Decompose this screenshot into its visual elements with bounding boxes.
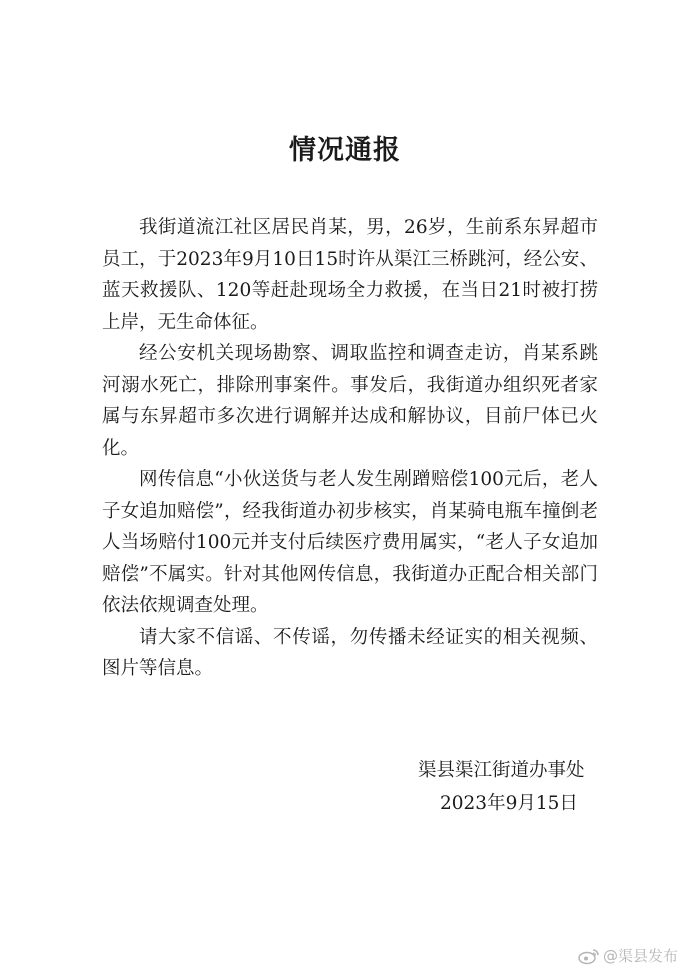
notice-body — [102, 212, 598, 685]
paragraph-3: 网传信息“小伙送货与老人发生剐蹭赔偿100元后，老人子女追加赔偿”，经我街道办初步核实，肖某骑电瓶车撞倒老人当场赔付100元并支付后续医疗费用属实，“老人子女追加赔偿”不属实。针对其他网传信息，我街道办正配合相关部门依法依规调查处理。 — [102, 469, 598, 616]
paragraph-2: 经公安机关现场勘察、调取监控和调查走访，肖某系跳河溺水死亡，排除刑事案件。事发后，我街道办组织死者家属与东昇超市多次进行调解并达成和解协议，目前尸体已火化。 — [102, 343, 598, 459]
paragraph-4: 请大家不信谣、不传谣，勿传播未经证实的相关视频、图片等信息。 — [102, 626, 598, 679]
watermark — [578, 945, 678, 966]
paragraph-1: 我街道流江社区居民肖某，男，26岁，生前系东昇超市员工，于2023年9月10日15时许从渠江三桥跳河，经公安、蓝天救援队、120等赶赴现场全力救援，在当日21时被打捞上岸，无生命体征。 — [102, 217, 598, 333]
signature-date: 2023年9月15日 — [440, 793, 578, 814]
signature-organization: 渠县渠江街道办事处 — [418, 760, 585, 781]
signature-block — [410, 754, 610, 820]
weibo-icon — [578, 947, 600, 965]
page-title: 情况通报 — [289, 135, 401, 166]
watermark-text: @渠县发布 — [602, 947, 678, 965]
